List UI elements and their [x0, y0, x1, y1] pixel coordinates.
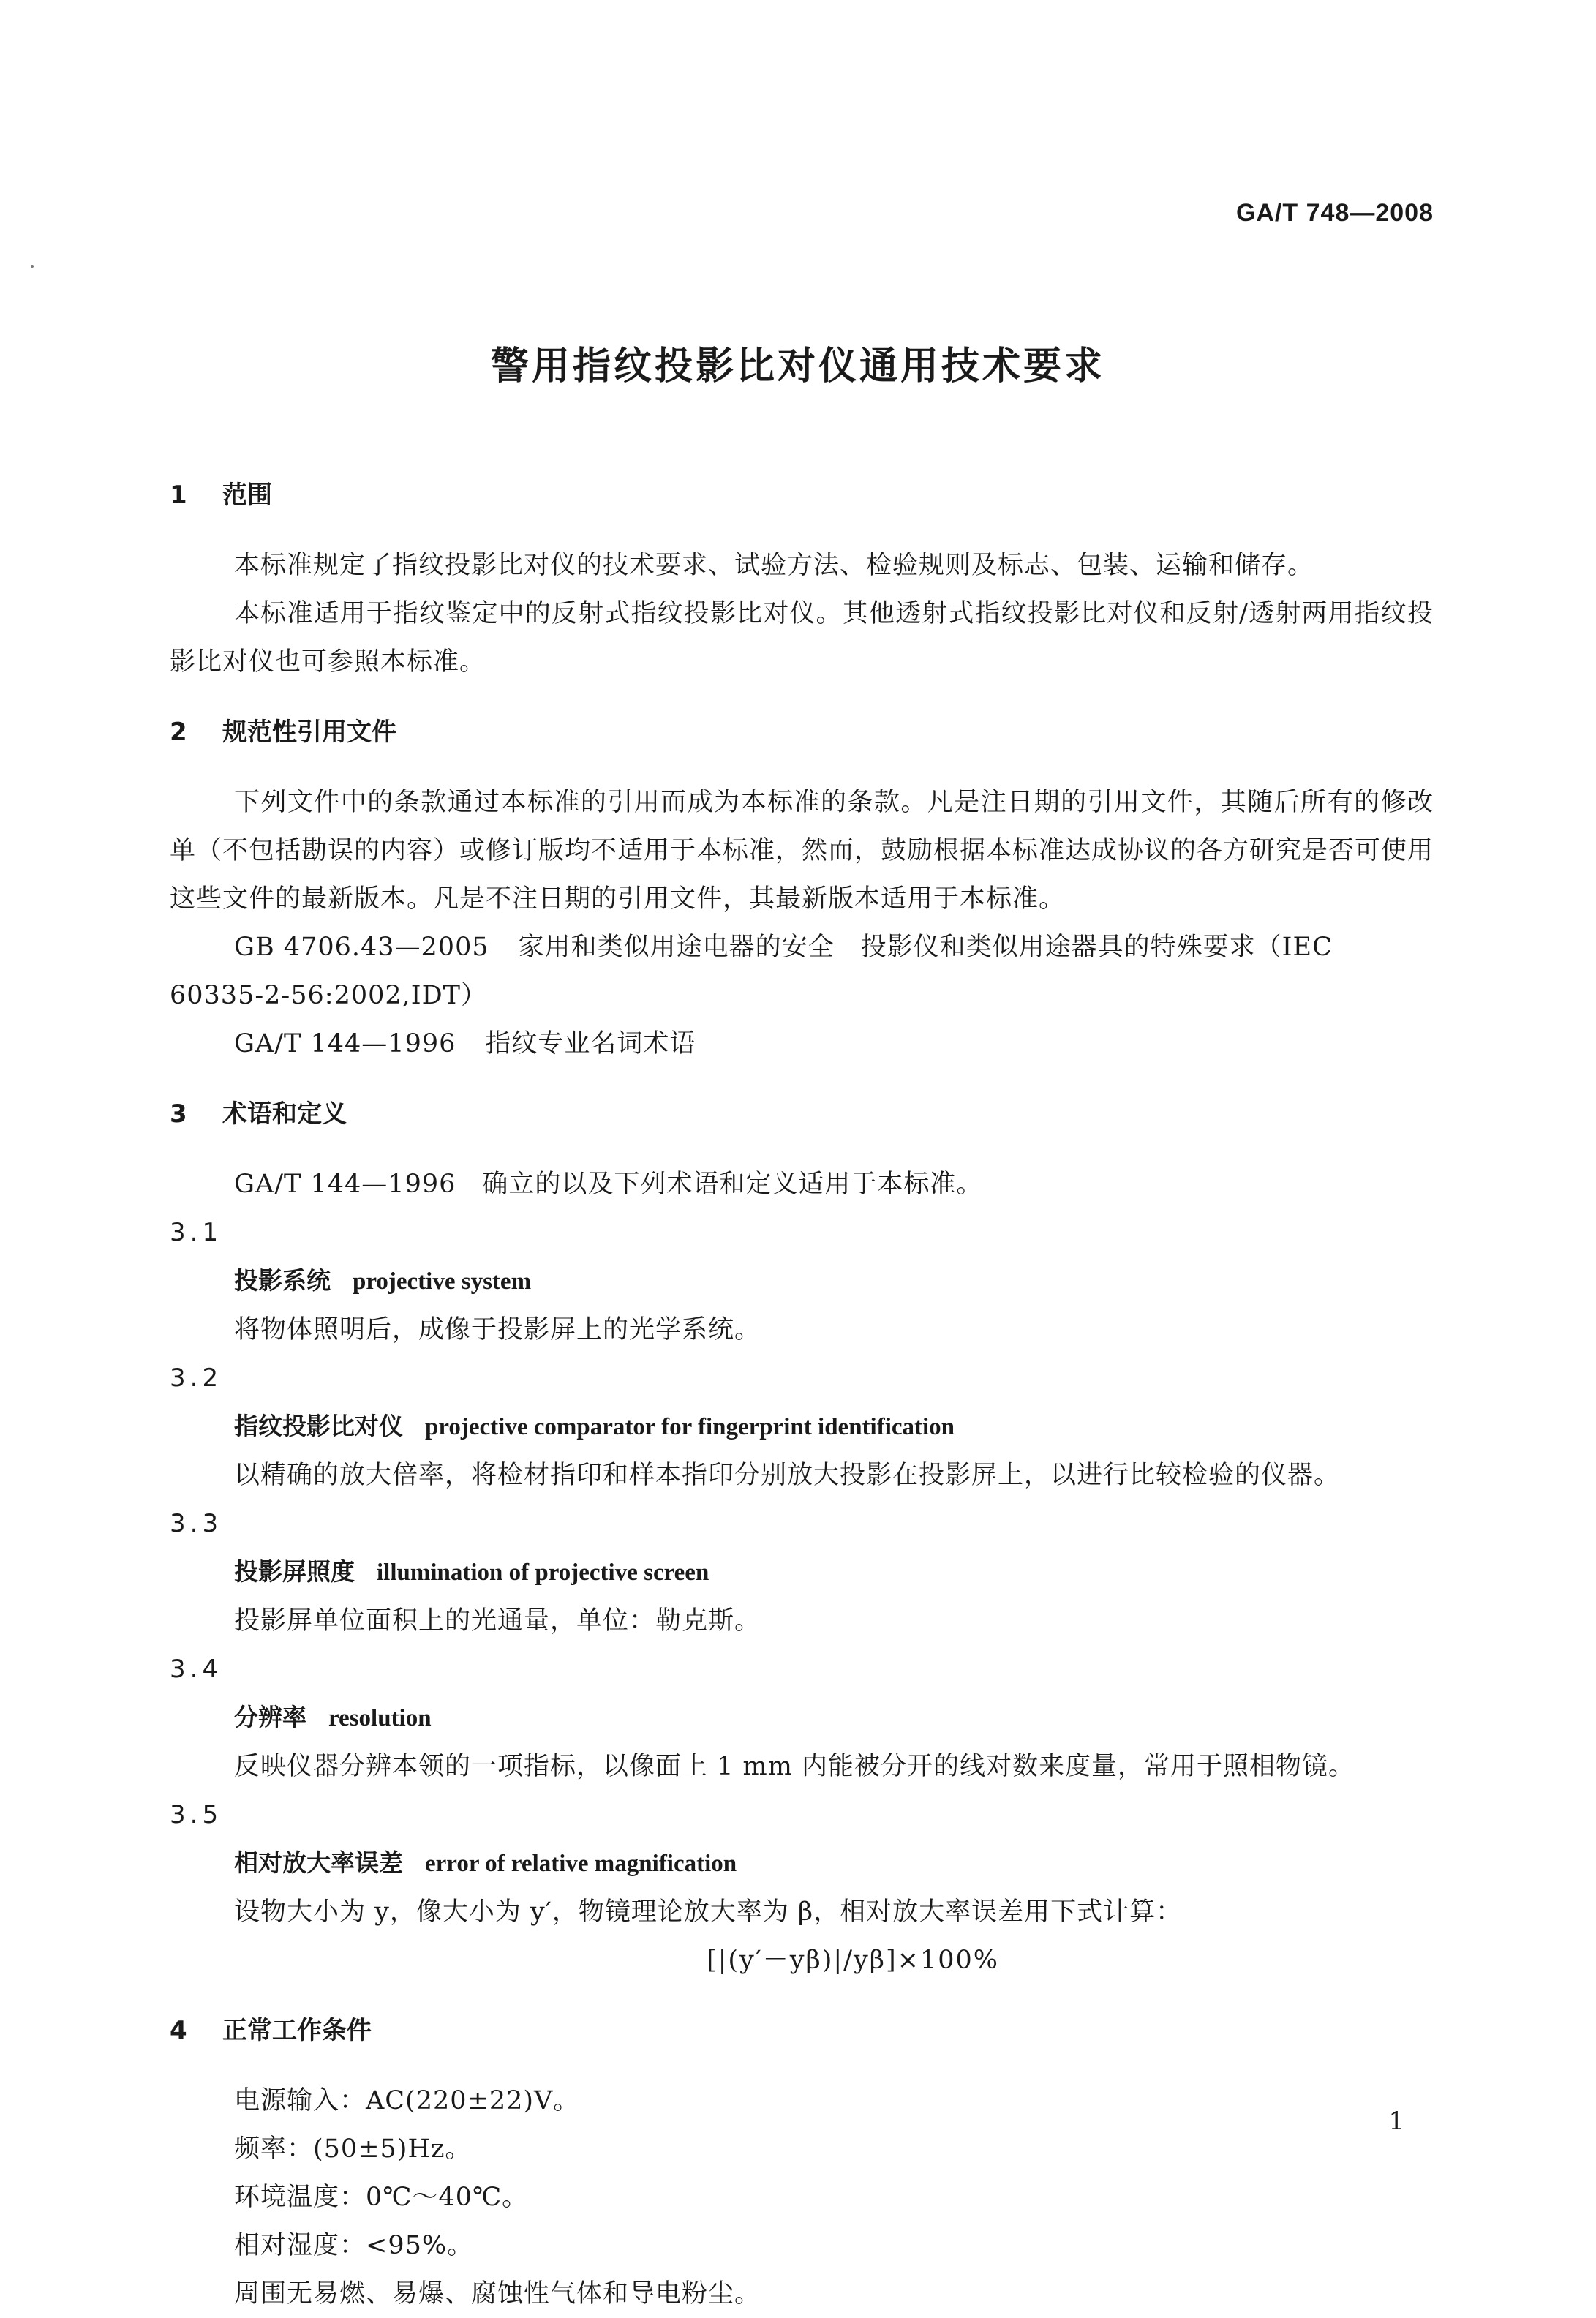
term-entry	[170, 1402, 1434, 1451]
term-zh: 投影系统	[234, 1266, 331, 1295]
term-en: resolution	[328, 1705, 432, 1731]
term-definition: 设物大小为 y，像大小为 y′，物镜理论放大率为 β，相对放大率误差用下式计算：	[234, 1897, 1183, 1927]
section-title: 正常工作条件	[222, 2016, 372, 2045]
clause-number: 3.2	[170, 1363, 223, 1393]
clause-number: 3.4	[170, 1655, 223, 1684]
scan-speck	[31, 265, 34, 268]
paragraph: 下列文件中的条款通过本标准的引用而成为本标准的条款。凡是注日期的引用文件，其随后所有的修改单（不包括勘误的内容）或修订版均不适用于本标准，然而，鼓励根据本标准达成协议的各方研究是否可使用这些文件的最新版本。凡是不注日期的引用文件，其最新版本适用于本标准。	[170, 788, 1434, 914]
term-en: projective system	[353, 1268, 532, 1295]
term-entry	[170, 1839, 1434, 1888]
term-en: projective comparator for fingerprint identification	[425, 1414, 955, 1440]
reference-title: 指纹专业名词术语	[485, 1029, 696, 1058]
reference-continuation: 60335-2-56:2002,IDT）	[170, 981, 488, 1010]
reference-title: 家用和类似用途电器的安全 投影仪和类似用途器具的特殊要求（IEC	[518, 933, 1333, 962]
normative-reference	[170, 923, 1434, 971]
section-title: 规范性引用文件	[222, 718, 396, 747]
condition-item: 频率：(50±5)Hz。	[234, 2134, 472, 2164]
document-body	[170, 461, 1434, 2318]
normative-reference	[170, 1020, 1434, 1068]
clause-number: 3.1	[170, 1218, 223, 1247]
term-en: error of relative magnification	[425, 1851, 737, 1877]
term-definition: 以精确的放大倍率，将检材指印和样本指印分别放大投影在投影屏上，以进行比较检验的仪器。	[234, 1461, 1341, 1490]
term-entry	[170, 1693, 1434, 1742]
condition-item: 相对湿度：<95%。	[234, 2231, 474, 2260]
term-definition: 投影屏单位面积上的光通量，单位：勒克斯。	[234, 1606, 761, 1636]
section-2-heading	[170, 708, 1434, 756]
standard-code: GA/T 748—2008	[1235, 199, 1434, 227]
condition-item: 环境温度：0℃～40℃。	[234, 2183, 529, 2212]
term-zh: 指纹投影比对仪	[234, 1412, 403, 1440]
reference-code: GA/T 144—1996	[234, 1029, 456, 1058]
formula: [|(y′－yβ)|/yβ]×100%	[706, 1946, 1000, 1975]
page-number: 1	[1388, 2107, 1404, 2136]
term-zh: 投影屏照度	[234, 1557, 355, 1586]
term-zh: 分辨率	[234, 1703, 306, 1731]
paragraph: 本标准规定了指纹投影比对仪的技术要求、试验方法、检验规则及标志、包装、运输和储存。	[234, 551, 1314, 580]
condition-item: 电源输入：AC(220±22)V。	[234, 2086, 580, 2115]
clause-number: 3.3	[170, 1509, 223, 1538]
section-1-heading	[170, 471, 1434, 519]
clause-number: 3.5	[170, 1800, 223, 1829]
document-title: 警用指纹投影比对仪通用技术要求	[490, 345, 1105, 388]
section-title: 术语和定义	[222, 1099, 347, 1129]
term-entry	[170, 1257, 1434, 1306]
paragraph: GA/T 144—1996 确立的以及下列术语和定义适用于本标准。	[234, 1170, 983, 1199]
section-number: 1	[170, 481, 187, 510]
section-title: 范围	[222, 481, 272, 510]
term-definition: 反映仪器分辨本领的一项指标，以像面上 1 mm 内能被分开的线对数来度量，常用于照相物镜。	[234, 1752, 1355, 1781]
term-zh: 相对放大率误差	[234, 1848, 403, 1877]
section-4-heading	[170, 2006, 1434, 2055]
term-en: illumination of projective screen	[377, 1559, 709, 1586]
section-number: 3	[170, 1099, 187, 1129]
section-3-heading	[170, 1090, 1434, 1138]
condition-item: 周围无易燃、易爆、腐蚀性气体和导电粉尘。	[234, 2279, 761, 2308]
term-definition: 将物体照明后，成像于投影屏上的光学系统。	[234, 1315, 761, 1344]
reference-code: GB 4706.43—2005	[234, 933, 489, 962]
section-number: 4	[170, 2016, 187, 2045]
paragraph: 本标准适用于指纹鉴定中的反射式指纹投影比对仪。其他透射式指纹投影比对仪和反射/透射两用指纹投影比对仪也可参照本标准。	[170, 599, 1434, 677]
section-number: 2	[170, 718, 187, 747]
term-entry	[170, 1548, 1434, 1597]
